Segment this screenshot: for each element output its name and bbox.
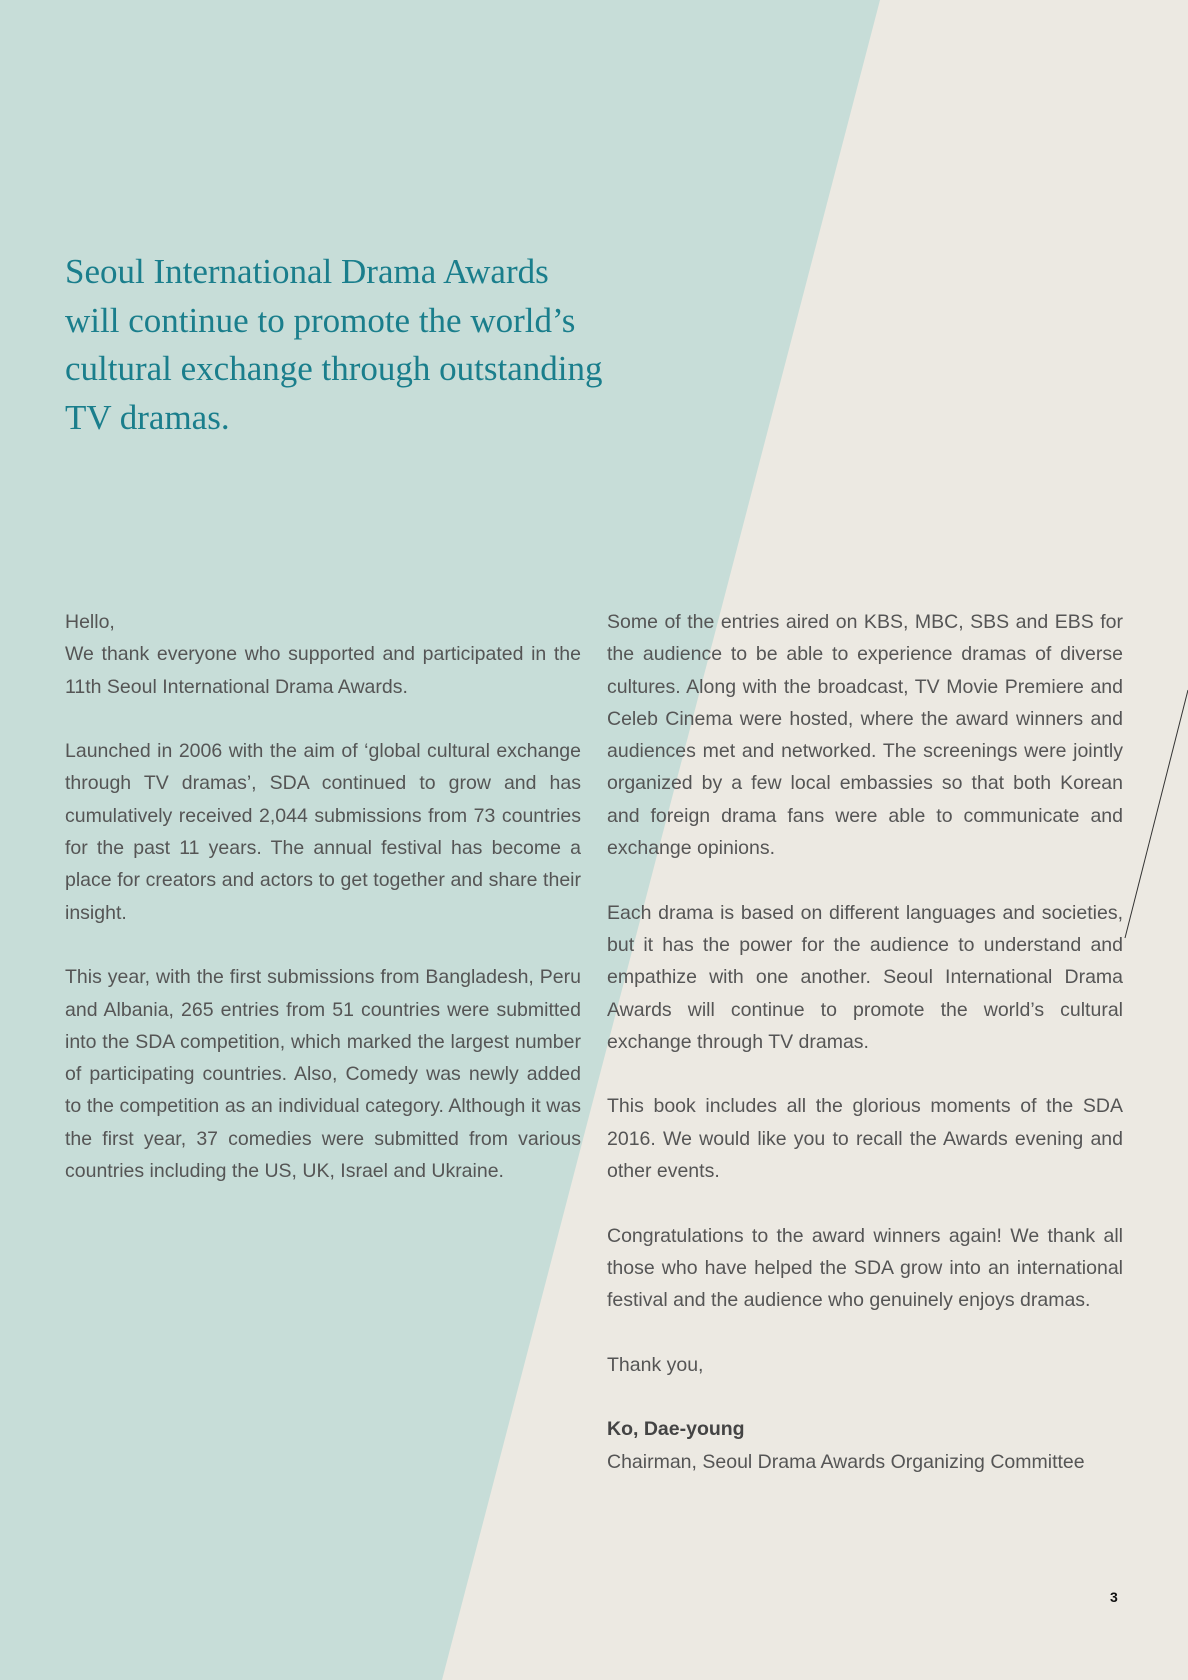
body-paragraph: Launched in 2006 with the aim of ‘global cultural exchange through TV dramas’, SDA continued to grow and has cumulatively received 2,044 submissions from 73 countries for the past 11 years. The annual festival has become a place for creators and actors to get together and share their insight. — [65, 740, 581, 924]
body-paragraph: This year, with the first submissions from Bangladesh, Peru and Albania, 265 entries from 51 countries were submitted into the SDA competition, which marked the largest number of participating countries. Also, Comedy was newly added to the competition as an individual category. Although it was the first year, 37 comedies were submitted from various countries including the US, UK, Israel and Ukraine. — [65, 966, 581, 1183]
body-paragraph: Each drama is based on different languages and societies, but it has the power for the audience to understand and empathize with one another. Seoul International Drama Awards will continue to promote the world’s cultural exchange through TV dramas. — [607, 901, 1123, 1053]
headline-line: TV dramas. — [65, 397, 230, 437]
body-paragraph: Some of the entries aired on KBS, MBC, SBS and EBS for the audience to be able to experience dramas of diverse cultures. Along with the broadcast, TV Movie Premiere and Celeb Cinema were hosted, where the award winners and audiences met and networked. The screenings were jointly organized by a few local embassies so that both Korean and foreign drama fans were able to communicate and exchange opinions. — [607, 611, 1123, 860]
body-paragraph: This book includes all the glorious moments of the SDA 2016. We would like you to recall the Awards evening and other events. — [607, 1095, 1123, 1183]
headline-line: Seoul International Drama Awards — [65, 252, 549, 291]
headline-line: cultural exchange through outstanding — [65, 349, 603, 388]
page-number: 3 — [1110, 1589, 1118, 1605]
closing: Thank you, — [607, 1353, 704, 1376]
signature-title: Chairman, Seoul Drama Awards Organizing Committee — [607, 1450, 1085, 1473]
signature-name: Ko, Dae-young — [607, 1418, 745, 1441]
headline-line: will continue to promote the world’s — [65, 300, 576, 340]
letter-left-column — [65, 606, 581, 1220]
headline-quote — [65, 248, 625, 442]
body-paragraph: We thank everyone who supported and participated in the 11th Seoul International Drama Awards. — [65, 643, 581, 698]
greeting: Hello, — [65, 611, 115, 633]
body-paragraph: Congratulations to the award winners again! We thank all those who have helped the SDA grow into an international festival and the audience who genuinely enjoys dramas. — [607, 1224, 1123, 1312]
letter-right-column — [607, 606, 1123, 1478]
